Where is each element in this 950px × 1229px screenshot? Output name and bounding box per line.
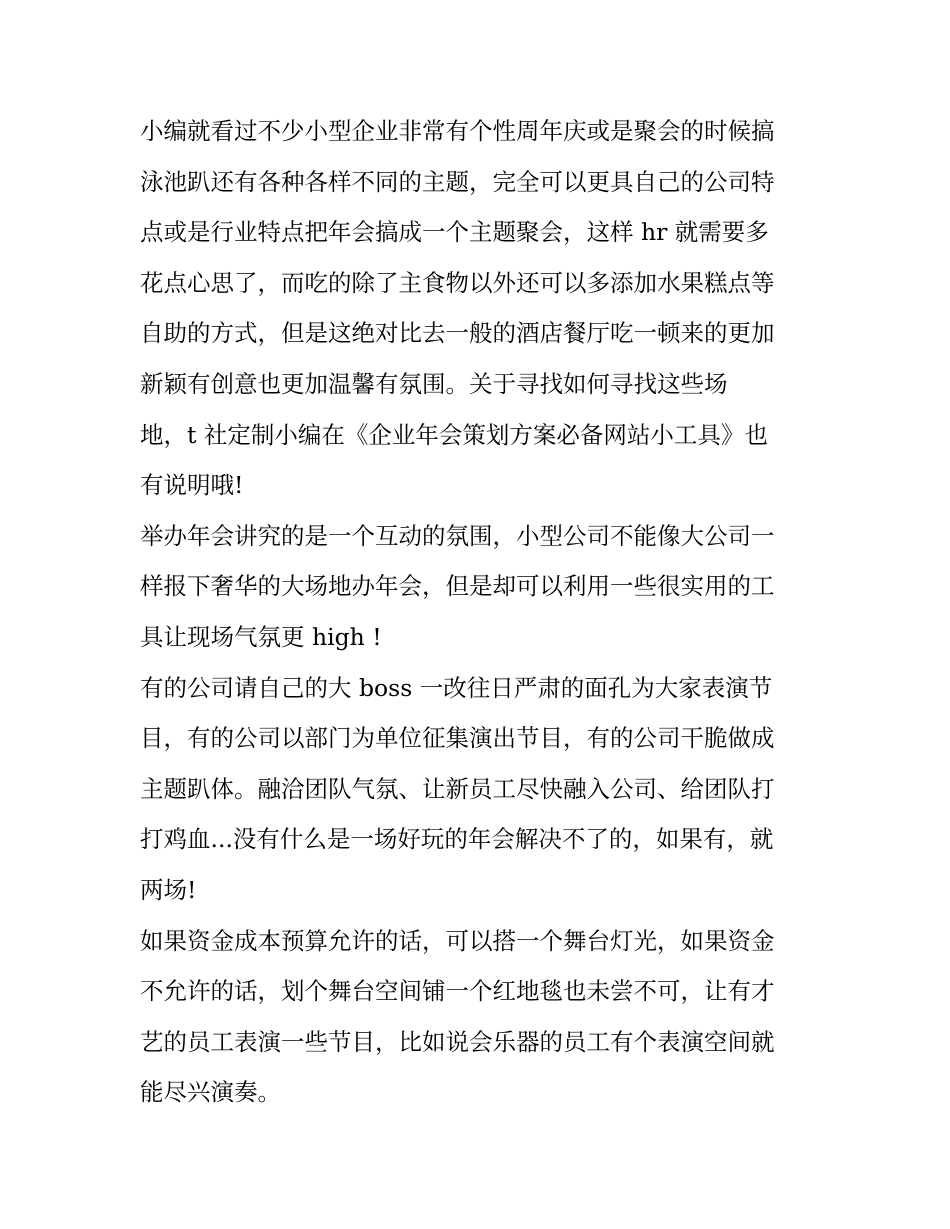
body-text — [140, 106, 820, 1118]
text-line: 新颖有创意也更加温馨有氛围。关于寻找如何寻找这些场 — [140, 369, 728, 398]
text-line: 小编就看过不少小型企业非常有个性周年庆或是聚会的时候搞 — [140, 117, 775, 145]
text-line: 不允许的话，划个舞台空间铺一个红地毯也未尝不可，让有才 — [140, 977, 775, 1006]
text-line: 有说明哦! — [140, 471, 244, 500]
text-line: 有的公司请自己的大 boss 一改往日严肃的面孔为大家表演节 — [140, 673, 773, 702]
text-line: 目，有的公司以部门为单位征集演出节目，有的公司干脆做成 — [140, 724, 775, 753]
text-line: 两场! — [140, 875, 197, 904]
text-line: 自助的方式，但是这绝对比去一般的酒店餐厅吃一顿来的更加 — [140, 319, 775, 348]
text-line: 如果资金成本预算允许的话，可以搭一个舞台灯光，如果资金 — [140, 926, 775, 955]
text-line: 具让现场气氛更 high ! — [140, 622, 382, 651]
text-line: 花点心思了，而吃的除了主食物以外还可以多添加水果糕点等 — [140, 268, 775, 297]
text-line: 艺的员工表演一些节目，比如说会乐器的员工有个表演空间就 — [140, 1027, 775, 1056]
text-line: 泳池趴还有各种各样不同的主题，完全可以更具自己的公司特 — [140, 167, 775, 196]
text-line: 打鸡血...没有什么是一场好玩的年会解决不了的，如果有，就 — [140, 825, 774, 854]
text-line: 样报下奢华的大场地办年会，但是却可以利用一些很实用的工 — [140, 572, 775, 601]
text-line: 地，t 社定制小编在《企业年会策划方案必备网站小工具》也 — [140, 420, 768, 449]
text-line: 举办年会讲究的是一个互动的氛围，小型公司不能像大公司一 — [140, 521, 775, 550]
text-line: 主题趴体。融洽团队气氛、让新员工尽快融入公司、给团队打 — [140, 774, 775, 803]
text-line: 能尽兴演奏。 — [140, 1078, 281, 1107]
text-line: 点或是行业特点把年会搞成一个主题聚会，这样 hr 就需要多 — [140, 218, 769, 247]
